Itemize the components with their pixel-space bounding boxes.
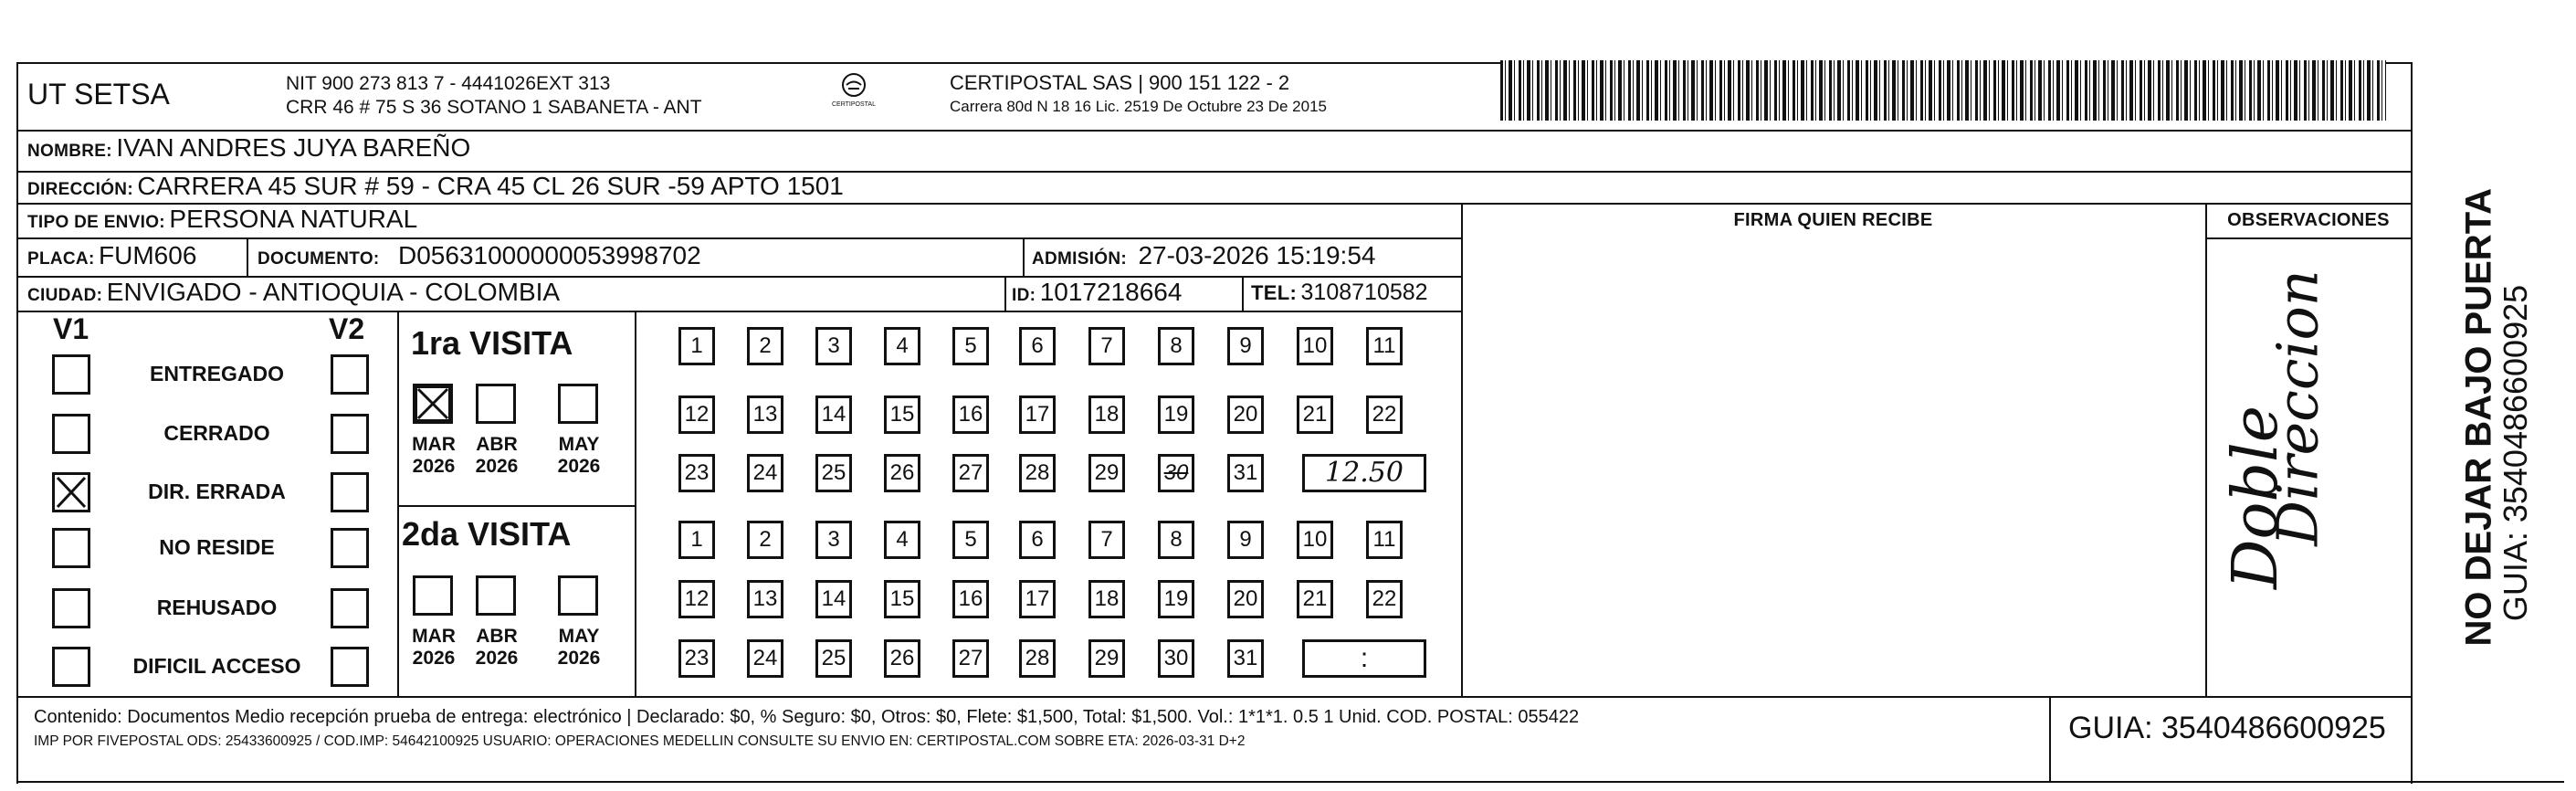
admision-row xyxy=(1032,241,1375,270)
day-box[interactable]: 17 xyxy=(1019,580,1056,618)
divider xyxy=(16,696,2412,698)
day-box[interactable]: 20 xyxy=(1227,580,1264,618)
month-label xyxy=(465,434,529,478)
tel-value: 3108710582 xyxy=(1300,279,1428,305)
tel-label: TEL: xyxy=(1251,281,1298,304)
month-name: ABR xyxy=(476,434,518,455)
day-box[interactable]: 2 xyxy=(747,521,783,559)
divider xyxy=(1004,276,1006,311)
v1-header: V1 xyxy=(53,312,89,345)
day-box[interactable]: 20 xyxy=(1227,396,1264,434)
day-box[interactable]: 13 xyxy=(747,396,783,434)
firma-header: FIRMA QUIEN RECIBE xyxy=(1733,210,1933,230)
day-box[interactable]: 24 xyxy=(747,639,783,678)
nombre-value: IVAN ANDRES JUYA BAREÑO xyxy=(116,133,471,162)
day-box[interactable]: 16 xyxy=(952,396,989,434)
divider xyxy=(397,311,399,696)
day-box[interactable]: 21 xyxy=(1297,396,1333,434)
handwritten-obs-2: Direccion xyxy=(2264,269,2331,546)
certipostal-line: CERTIPOSTAL SAS | 900 151 122 - 2 xyxy=(950,71,1290,94)
id-value: 1017218664 xyxy=(1039,278,1183,306)
day-box[interactable]: 31 xyxy=(1227,639,1264,678)
logo-caption: CERTIPOSTAL xyxy=(832,101,876,108)
month-checkbox[interactable] xyxy=(476,384,516,424)
divider xyxy=(2205,203,2207,696)
ciudad-row xyxy=(27,278,560,307)
day-box[interactable]: 18 xyxy=(1088,396,1125,434)
bottom-border xyxy=(16,781,2564,783)
day-box[interactable]: 28 xyxy=(1019,454,1056,492)
day-box[interactable]: 6 xyxy=(1019,327,1056,365)
direccion-row xyxy=(27,172,844,201)
side-guia: GUIA: 3540486600925 xyxy=(2497,284,2534,622)
nombre-label: NOMBRE: xyxy=(27,142,112,161)
divider xyxy=(16,130,2412,132)
documento-row xyxy=(258,241,701,270)
divider xyxy=(1023,237,1025,276)
company-name: UT SETSA xyxy=(27,78,170,111)
time-box[interactable]: 12.50 xyxy=(1302,454,1426,492)
admision-value: 27-03-2026 15:19:54 xyxy=(1138,241,1376,269)
month-year: 2026 xyxy=(475,456,519,477)
day-box[interactable]: 21 xyxy=(1297,580,1333,618)
placa-value: FUM606 xyxy=(99,241,197,269)
v1-checkbox[interactable] xyxy=(52,528,90,568)
divider xyxy=(16,311,1462,312)
day-box[interactable]: 3 xyxy=(815,327,852,365)
divider xyxy=(635,311,636,696)
day-box[interactable]: 4 xyxy=(884,327,920,365)
day-box[interactable]: 9 xyxy=(1227,327,1264,365)
day-box[interactable]: 14 xyxy=(815,396,852,434)
visit2-title: 2da VISITA xyxy=(402,515,572,553)
day-box[interactable]: 26 xyxy=(884,454,920,492)
day-box[interactable]: 25 xyxy=(815,454,852,492)
day-box[interactable]: 11 xyxy=(1366,521,1403,559)
day-box[interactable]: 12 xyxy=(678,580,715,618)
certipostal-logo-icon xyxy=(826,71,881,117)
v2-checkbox[interactable] xyxy=(331,647,369,687)
day-box[interactable]: 16 xyxy=(952,580,989,618)
divider xyxy=(16,237,1462,239)
divider xyxy=(2049,696,2051,782)
month-checkbox[interactable] xyxy=(476,575,516,616)
tipo-value: PERSONA NATURAL xyxy=(169,205,418,233)
divider xyxy=(397,505,635,507)
tel-row xyxy=(1251,279,1428,306)
day-box[interactable]: 25 xyxy=(815,639,852,678)
day-box[interactable]: 8 xyxy=(1158,521,1194,559)
placa-label: PLACA: xyxy=(27,249,95,269)
month-name: MAR xyxy=(412,626,456,647)
day-box[interactable]: 6 xyxy=(1019,521,1056,559)
day-box[interactable]: 13 xyxy=(747,580,783,618)
day-box[interactable]: 1 xyxy=(678,521,715,559)
day-box[interactable]: 7 xyxy=(1088,521,1125,559)
month-checkbox[interactable] xyxy=(413,575,453,616)
direccion-value: CARRERA 45 SUR # 59 - CRA 45 CL 26 SUR -59 APTO 1501 xyxy=(137,172,844,200)
footer-guia: GUIA: 3540486600925 xyxy=(2068,711,2386,745)
address-line: CRR 46 # 75 S 36 SOTANO 1 SABANETA - ANT xyxy=(286,97,702,118)
day-box[interactable]: 23 xyxy=(678,454,715,492)
day-box[interactable]: 22 xyxy=(1366,396,1403,434)
day-box[interactable]: 26 xyxy=(884,639,920,678)
v1-checkbox[interactable] xyxy=(52,354,90,395)
day-box[interactable]: 9 xyxy=(1227,521,1264,559)
month-name: ABR xyxy=(476,626,518,647)
no-dejar-bajo-puerta: NO DEJAR BAJO PUERTA xyxy=(2458,187,2499,647)
day-box[interactable]: 5 xyxy=(952,521,989,559)
footer-line-2: IMP POR FIVEPOSTAL ODS: 25433600925 / COD.IMP: 54642100925 USUARIO: OPERACIONES MEDELLIN CONSULTE SU ENVIO EN: CERTIPOSTAL.COM SOBRE ETA: 2026-03-31 D+2 xyxy=(34,733,1246,749)
day-box[interactable]: 15 xyxy=(884,580,920,618)
placa-row xyxy=(27,241,196,270)
v2-checkbox[interactable] xyxy=(331,414,369,454)
month-label xyxy=(402,434,466,478)
day-box[interactable]: 19 xyxy=(1158,396,1194,434)
day-box[interactable]: 15 xyxy=(884,396,920,434)
check-x-icon xyxy=(55,475,88,510)
v2-checkbox[interactable] xyxy=(331,528,369,568)
month-checkbox[interactable] xyxy=(558,575,598,616)
day-box[interactable]: 19 xyxy=(1158,580,1194,618)
month-name: MAR xyxy=(412,434,456,455)
day-box[interactable]: 10 xyxy=(1297,327,1333,365)
month-checkbox[interactable] xyxy=(413,384,453,424)
documento-label: DOCUMENTO: xyxy=(258,249,380,269)
nit-line: NIT 900 273 813 7 - 4441026EXT 313 xyxy=(286,73,611,94)
day-box[interactable]: 24 xyxy=(747,454,783,492)
month-year: 2026 xyxy=(412,456,456,477)
month-name: MAY xyxy=(558,434,600,455)
v1-checkbox[interactable] xyxy=(52,472,90,512)
day-box[interactable]: 17 xyxy=(1019,396,1056,434)
day-box[interactable]: 10 xyxy=(1297,521,1333,559)
status-label: REHUSADO xyxy=(156,596,278,619)
time-box[interactable]: : xyxy=(1302,639,1426,678)
day-box[interactable]: 30 xyxy=(1158,639,1194,678)
visit1-title: 1ra VISITA xyxy=(411,324,573,362)
day-box[interactable]: 5 xyxy=(952,327,989,365)
day-box[interactable]: 14 xyxy=(815,580,852,618)
day-box[interactable]: 7 xyxy=(1088,327,1125,365)
day-box[interactable]: 27 xyxy=(952,639,989,678)
barcode xyxy=(1500,60,2386,121)
day-box[interactable]: 1 xyxy=(678,327,715,365)
month-label xyxy=(547,434,611,478)
divider xyxy=(1242,276,1244,311)
day-box[interactable]: 3 xyxy=(815,521,852,559)
day-box[interactable]: 29 xyxy=(1088,639,1125,678)
day-box[interactable]: 30 xyxy=(1158,454,1194,492)
footer-line-1: Contenido: Documentos Medio recepción prueba de entrega: electrónico | Declarado: $0, % Seguro: $0, Otros: $0, Flete: $1,500, Total: $1,500. Vol.: 1*1*1. 0.5 1 Unid. COD. POSTAL: 055422 xyxy=(34,707,1580,727)
tipo-label: TIPO DE ENVIO: xyxy=(27,213,165,232)
month-name: MAY xyxy=(558,626,600,647)
admision-label: ADMISIÓN: xyxy=(1032,249,1128,269)
day-box[interactable]: 4 xyxy=(884,521,920,559)
v1-checkbox[interactable] xyxy=(52,647,90,687)
v2-checkbox[interactable] xyxy=(331,354,369,395)
day-box[interactable]: 8 xyxy=(1158,327,1194,365)
day-box[interactable]: 31 xyxy=(1227,454,1264,492)
day-box[interactable]: 27 xyxy=(952,454,989,492)
status-label: DIR. ERRADA xyxy=(148,480,286,503)
month-label xyxy=(465,626,529,670)
day-box[interactable]: 28 xyxy=(1019,639,1056,678)
v1-checkbox[interactable] xyxy=(52,414,90,454)
divider xyxy=(2205,237,2412,239)
certipostal-address: Carrera 80d N 18 16 Lic. 2519 De Octubre 23 De 2015 xyxy=(950,98,1327,115)
day-box[interactable]: 29 xyxy=(1088,454,1125,492)
day-box[interactable]: 23 xyxy=(678,639,715,678)
v2-header: V2 xyxy=(329,312,365,345)
v2-checkbox[interactable] xyxy=(331,472,369,512)
month-year: 2026 xyxy=(475,648,519,669)
month-year: 2026 xyxy=(557,456,601,477)
id-label: ID: xyxy=(1012,286,1036,305)
handwritten-obs-1: Doble xyxy=(2219,406,2292,589)
month-year: 2026 xyxy=(557,648,601,669)
divider xyxy=(247,237,248,276)
nombre-row xyxy=(27,133,470,163)
observaciones-header: OBSERVACIONES xyxy=(2227,210,2390,230)
day-box[interactable]: 18 xyxy=(1088,580,1125,618)
divider xyxy=(1461,203,1463,696)
v2-checkbox[interactable] xyxy=(331,588,369,628)
month-year: 2026 xyxy=(412,648,456,669)
tipo-row xyxy=(27,205,417,234)
day-box[interactable]: 12 xyxy=(678,396,715,434)
month-label xyxy=(547,626,611,670)
day-box[interactable]: 11 xyxy=(1366,327,1403,365)
status-label: DIFICIL ACCESO xyxy=(132,654,301,678)
check-x-icon xyxy=(415,386,450,421)
status-label: CERRADO xyxy=(163,421,270,445)
ciudad-value: ENVIGADO - ANTIOQUIA - COLOMBIA xyxy=(106,278,561,306)
day-box[interactable]: 22 xyxy=(1366,580,1403,618)
id-row xyxy=(1012,278,1182,307)
certipostal-logo xyxy=(826,71,881,117)
documento-value: D05631000000053998702 xyxy=(398,241,701,269)
status-label: NO RESIDE xyxy=(159,535,275,559)
v1-checkbox[interactable] xyxy=(52,588,90,628)
month-label xyxy=(402,626,466,670)
ciudad-label: CIUDAD: xyxy=(27,286,103,305)
day-box[interactable]: 2 xyxy=(747,327,783,365)
status-label: ENTREGADO xyxy=(150,362,284,385)
direccion-label: DIRECCIÓN: xyxy=(27,180,133,199)
month-checkbox[interactable] xyxy=(558,384,598,424)
